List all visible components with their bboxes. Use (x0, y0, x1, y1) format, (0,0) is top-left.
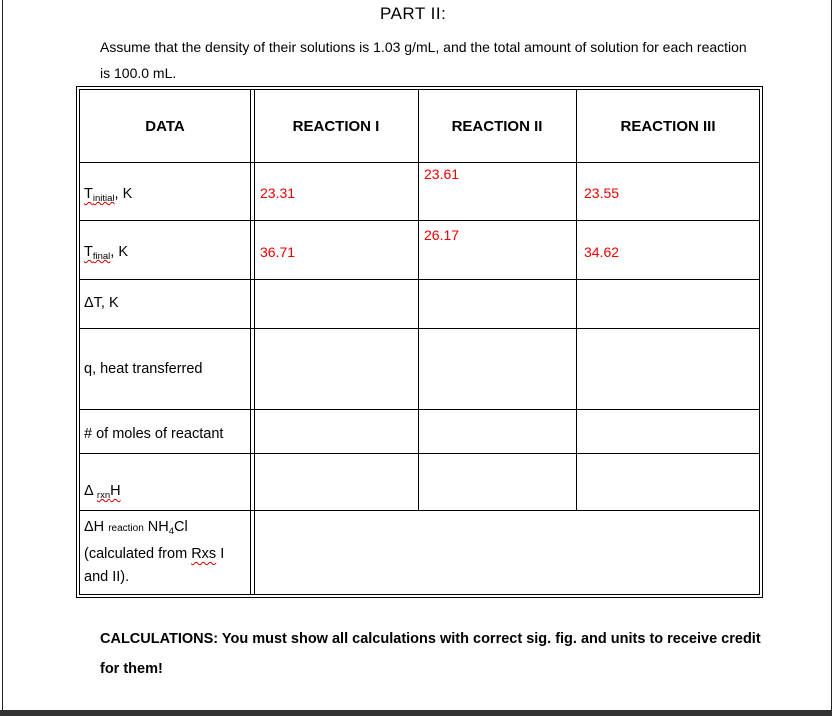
table-border-bottom-inner (79, 594, 760, 595)
page-bottom-bar (0, 710, 832, 716)
row-line-7 (79, 510, 760, 511)
row-label-moles-reactant: # of moles of reactant (84, 426, 224, 442)
row-line-2 (79, 220, 760, 221)
row-label-rxn-enthalpy: Δ $_{rxn}$H (84, 483, 121, 501)
row-line-5 (79, 409, 760, 410)
calculations-note: CALCULATIONS: You must show all calculations with correct sig. fig. and units to receive credit for them! (100, 631, 761, 677)
table-border-left-inner (79, 89, 80, 595)
row-label-t-initial: $T_{initial}$, K (84, 186, 133, 204)
row-line-3 (79, 279, 760, 280)
col-line-3 (576, 89, 577, 510)
row-line-1 (79, 162, 760, 163)
table-border-bottom (76, 597, 763, 598)
t-initial-reaction-3: 23.55 (584, 185, 620, 201)
header-data: DATA (145, 118, 185, 135)
page-title: PART II: (380, 4, 447, 23)
row-label-dh-reaction (84, 516, 224, 589)
table-border-top (76, 86, 763, 87)
row-label-t-final: $T_{final}$, K (84, 244, 129, 262)
header-reaction-3: REACTION III (620, 118, 716, 135)
dh-reaction-line-3: and II). (84, 569, 130, 585)
dh-reaction-line-1: ΔH reaction $NH_4Cl$ (84, 519, 188, 537)
t-final-reaction-1: 36.71 (260, 244, 296, 260)
row-line-6 (79, 453, 760, 454)
header-reaction-2: REACTION II (451, 118, 543, 135)
table-border-left (76, 86, 77, 598)
col-line-2 (418, 89, 419, 510)
row-label-heat-transferred: q, heat transferred (84, 361, 203, 377)
header-reaction-1: REACTION I (292, 118, 380, 135)
t-final-reaction-2: 26.17 (424, 227, 460, 243)
col-line-1b (254, 89, 255, 594)
t-initial-reaction-1: 23.31 (260, 185, 296, 201)
t-final-reaction-3: 34.62 (584, 244, 620, 260)
table-border-right (762, 86, 763, 598)
t-initial-reaction-2: 23.61 (424, 166, 460, 182)
row-line-4 (79, 328, 760, 329)
row-label-delta-t: ΔT, K (84, 295, 119, 311)
dh-reaction-line-2: (calculated from Rxs I (84, 546, 225, 562)
table-border-top-inner (79, 89, 760, 90)
table-border-right-inner (759, 89, 760, 595)
data-table (76, 86, 763, 598)
col-line-1 (250, 89, 251, 594)
intro-text: Assume that the density of their solutions is 1.03 g/mL, and the total amount of solution for each reaction is 100.0 mL. (100, 39, 747, 81)
